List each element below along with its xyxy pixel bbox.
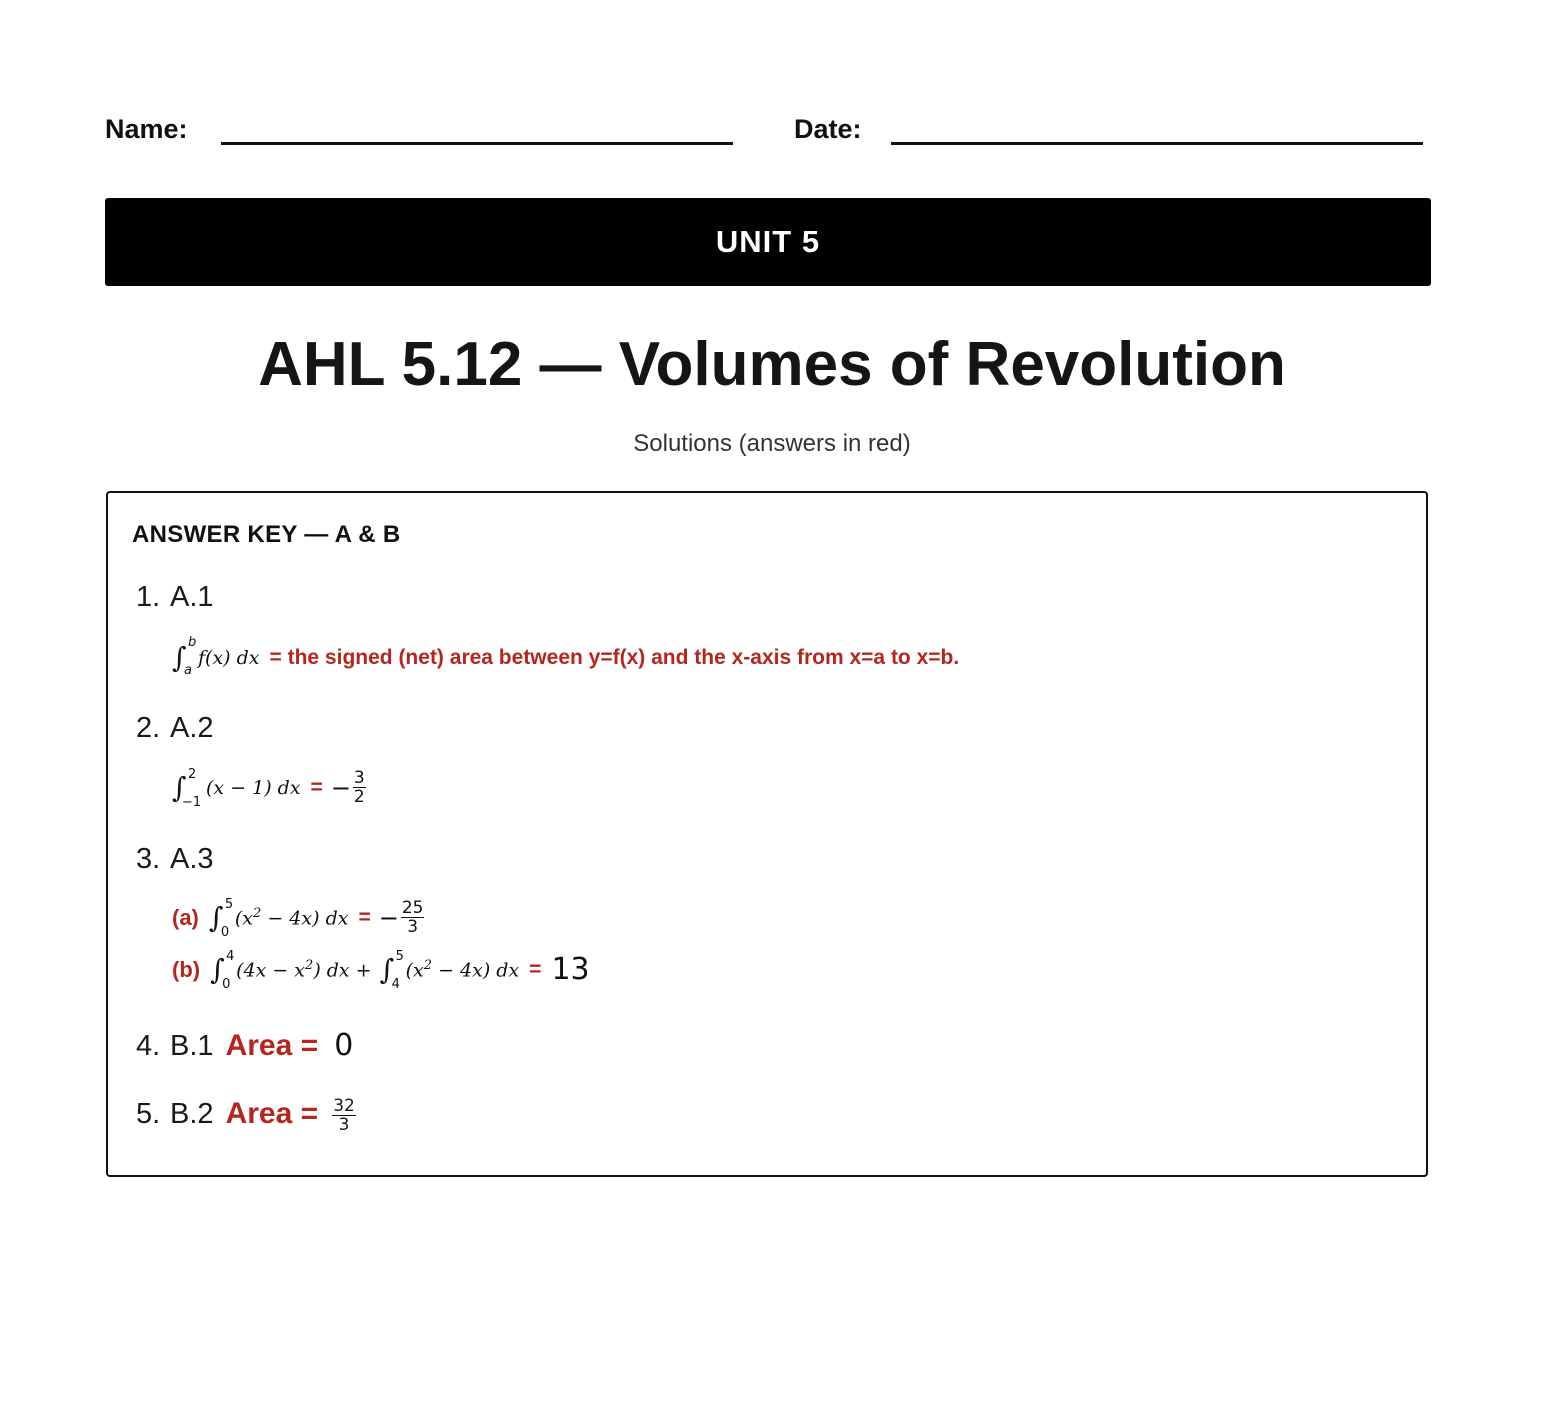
question-1-label [136, 579, 214, 615]
answer-3a [172, 897, 424, 940]
integral-sign: ∫ 4 0 [210, 949, 235, 992]
answer-3b [172, 949, 590, 992]
integrand: $(4x - x^2)$ dx + [236, 957, 372, 982]
integrand: $(x^2 - 4x)$ dx [405, 957, 520, 982]
question-5-label [136, 1096, 356, 1134]
date-field[interactable] [891, 142, 1423, 145]
answer-2 [172, 767, 366, 810]
question-id: A.1 [170, 581, 214, 613]
part-b-label: (b) [172, 956, 201, 982]
question-number: 3. [136, 843, 161, 875]
question-id: A.2 [170, 712, 214, 744]
question-number: 5. [136, 1098, 161, 1130]
question-number: 1. [136, 581, 161, 613]
integrand: f(x) dx [198, 646, 260, 669]
question-number: 2. [136, 712, 161, 744]
question-id: B.1 [170, 1030, 214, 1062]
minus-sign: − [378, 903, 399, 932]
equals-sign: = [529, 957, 542, 981]
equals-sign: = [358, 905, 371, 929]
question-id: A.3 [170, 843, 214, 875]
integral-sign: ∫ 5 4 [379, 949, 404, 992]
area-label: Area = [225, 1029, 319, 1062]
question-id: B.2 [170, 1098, 214, 1130]
answer-key-box [106, 491, 1428, 1177]
part-a-label: (a) [172, 904, 199, 930]
integral-sign: ∫ 5 0 [208, 897, 234, 940]
page-subtitle: Solutions (answers in red) [633, 430, 911, 457]
unit-banner-text: UNIT 5 [715, 224, 821, 259]
answer-3a-value: $\frac{25}{3}$ [401, 898, 424, 937]
page-title: AHL 5.12 — Volumes of Revolution [258, 330, 1286, 399]
integral-sign: ∫ 2 −1 [172, 767, 202, 810]
answer-1 [172, 635, 960, 678]
minus-sign: − [330, 773, 351, 802]
answer-5-value: $\frac{32}{3}$ [333, 1095, 355, 1135]
name-field[interactable] [221, 142, 733, 145]
name-label: Name: [105, 114, 188, 144]
integral-sign: ∫ b a [172, 635, 197, 678]
header-row [105, 112, 1425, 152]
unit-banner [105, 198, 1431, 286]
integrand: (x − 1) dx [206, 776, 301, 799]
date-label: Date: [794, 114, 862, 144]
integrand: $(x^2 - 4x)$ dx [234, 905, 349, 930]
question-number: 4. [136, 1030, 161, 1062]
question-3-label [136, 841, 214, 877]
equals-sign: = [310, 775, 323, 799]
question-2-label [136, 710, 214, 746]
area-label: Area = [225, 1097, 319, 1130]
answer-key-heading: ANSWER KEY — A & B [132, 521, 401, 548]
answer-3b-value: 13 [551, 952, 590, 987]
answer-4-value: 0 [334, 1028, 354, 1063]
answer-2-value: $\frac{3}{2}$ [353, 768, 365, 807]
question-4-label [136, 1028, 353, 1064]
answer-1-text: = the signed (net) area between y=f(x) and the x-axis from x=a to x=b. [269, 645, 960, 669]
